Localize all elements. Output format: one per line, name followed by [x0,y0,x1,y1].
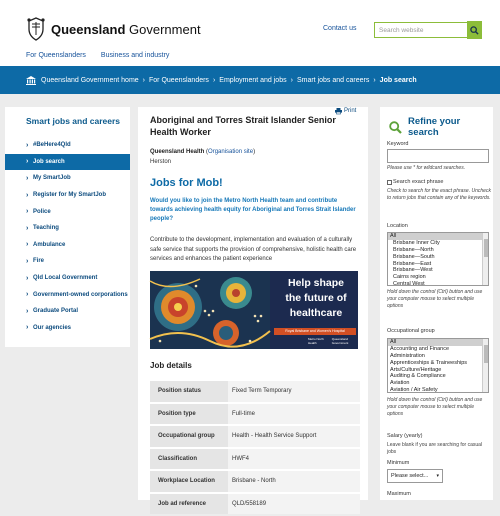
sidebar-item-behere4qld[interactable]: › #BeHere4Qld [26,141,71,149]
job-description: Contribute to the development, implementation and evaluation of a culturally safe service that supports the provision of comprehensive, holistic health care services and enhances the patient experience [150,237,357,263]
breadcrumb-employment-jobs[interactable]: Employment and jobs [219,76,287,84]
sidebar-item-my-smartjob[interactable]: › My SmartJob [26,174,71,182]
list-item[interactable]: Aviation [390,380,410,387]
detail-value: Full-time [228,404,360,425]
list-item[interactable]: Auditing & Compliance [390,373,446,380]
government-building-icon [26,76,36,85]
salary-label: Salary (yearly) [387,433,423,439]
sidebar-item-fire[interactable]: › Fire [26,257,45,265]
breadcrumb [0,66,500,94]
exact-phrase-checkbox[interactable] [387,180,392,185]
metro-north-logo: Metro North Health [308,337,324,345]
contact-us-link[interactable]: Contact us [323,25,357,32]
chevron-right-icon: › [26,191,29,199]
intro-question: Would you like to join the Metro North Health team and contribute towards achieving health equity for Aboriginal and Torres Strait Islander people? [150,198,356,222]
site-search-input[interactable]: Search website [374,22,468,38]
chevron-right-icon: › [26,158,29,166]
exact-phrase-note: Check to search for the exact phrase. Uncheck to return jobs that contain any of the keywords. [387,188,491,202]
nav-for-queenslanders[interactable]: For Queenslanders [26,52,86,59]
logo-text: Queensland Government [51,21,201,37]
detail-key: Classification [150,449,228,470]
sidebar-item-our-agencies[interactable]: › Our agencies [26,324,72,332]
banner-hospital-name: Royal Brisbane and Women's Hospital [274,328,356,335]
banner-line-1: Help shape [287,277,345,289]
print-button[interactable]: Print [335,108,356,114]
list-item[interactable]: Arts/Culture/Heritage [390,366,442,373]
detail-value: HWF4 [228,449,360,470]
banner-line-3: healthcare [289,307,343,319]
section-nav-title[interactable]: Smart jobs and careers [26,116,121,126]
sidebar-item-local-government[interactable]: › Qld Local Government [26,274,98,282]
chevron-right-icon: › [26,141,29,149]
occupational-group-note: Hold down the control (Ctrl) button and use your computer mouse to select multiple options [387,397,483,418]
detail-value: QLD/558189 [228,494,360,515]
list-item[interactable]: Central West [393,281,425,288]
search-button[interactable] [467,21,482,39]
breadcrumb-home[interactable]: Queensland Government home [41,76,139,84]
refine-search-heading: Refine your search [389,116,493,138]
employer: Queensland Health (Organisation site) [150,149,256,155]
employer-name: Queensland Health [150,149,205,155]
qld-crest-icon [26,17,46,41]
organisation-site-link[interactable]: Organisation site [208,149,254,155]
list-item[interactable]: Brisbane—East [393,260,432,267]
sidebar-item-goc[interactable]: › Government-owned corporations [26,291,128,299]
list-item[interactable]: Brisbane—South [393,253,435,260]
keyword-label: Keyword [387,141,409,147]
detail-value: Brisbane - North [228,471,360,492]
list-item[interactable]: Brisbane—West [393,267,433,274]
chevron-right-icon: › [26,324,29,332]
table-row [150,449,360,470]
location-label: Location [387,223,408,229]
table-row [150,426,360,447]
occupational-group-listbox[interactable] [387,338,489,393]
list-item[interactable]: All [388,233,488,240]
indigenous-artwork-image [150,271,270,349]
chevron-right-icon: › [26,224,29,232]
breadcrumb-for-queenslanders[interactable]: For Queenslanders [149,76,209,84]
table-row [150,494,360,515]
list-item[interactable]: All [388,339,488,346]
occupational-group-label: Occupational group [387,328,435,334]
refine-search-panel [380,107,493,500]
chevron-right-icon: › [26,257,29,265]
detail-key: Position type [150,404,228,425]
banner-logos [308,337,358,345]
keyword-note: Please use * for wildcard searches. [387,165,466,171]
chevron-right-icon: › [26,291,29,299]
list-item[interactable]: Aviation / Air Safety [390,387,438,394]
chevron-right-icon: › [26,307,29,315]
banner-line-2: the future of [285,292,347,304]
maximum-label: Maximum [387,491,411,497]
chevron-right-icon: › [26,274,29,282]
listbox-scrollbar[interactable] [482,339,488,392]
list-item[interactable]: Brisbane—North [393,246,434,253]
list-item[interactable]: Apprenticeships & Traineeships [390,359,468,366]
qld-gov-logo-small: Queensland Government [331,337,349,345]
table-row [150,471,360,492]
sidebar-item-register[interactable]: › Register for My SmartJob [26,191,107,199]
search-icon [389,121,402,134]
chevron-right-icon: › [373,76,376,84]
search-icon [470,26,479,35]
detail-value: Health - Health Service Support [228,426,360,447]
chevron-right-icon: › [26,174,29,182]
job-details-table [150,379,360,516]
sidebar-item-police[interactable]: › Police [26,208,51,216]
chevron-right-icon: › [26,208,29,216]
chevron-right-icon: › [26,241,29,249]
salary-note: Leave blank if you are searching for casual jobs [387,442,483,456]
detail-key: Workplace Location [150,471,228,492]
minimum-label: Minimum [387,460,410,466]
listbox-scrollbar[interactable] [482,233,488,285]
section-nav-list [5,137,130,336]
audience-nav [26,52,169,59]
chevron-right-icon: › [142,76,146,84]
job-location: Herston [150,159,172,165]
keyword-input[interactable] [387,149,489,163]
exact-phrase-option: Search exact phrase [387,179,443,185]
job-content [138,107,368,507]
jobs-heading: Jobs for Mob! [150,177,223,189]
location-listbox[interactable] [387,232,489,286]
detail-key: Position status [150,381,228,402]
breadcrumb-smart-jobs[interactable]: Smart jobs and careers [296,76,370,84]
sidebar-item-teaching[interactable]: › Teaching [26,224,59,232]
nav-business-industry[interactable]: Business and industry [100,52,170,59]
location-note: Hold down the control (Ctrl) button and use your computer mouse to select multiple options [387,289,483,310]
sidebar-item-graduate-portal[interactable]: › Graduate Portal [26,307,79,315]
qld-gov-logo[interactable] [26,17,201,41]
table-row [150,381,360,402]
printer-icon [335,108,342,114]
table-row [150,404,360,425]
sidebar-item-ambulance[interactable]: › Ambulance [26,241,66,249]
sidebar-item-job-search[interactable]: › Job search [5,154,130,171]
detail-key: Job ad reference [150,494,228,515]
minimum-salary-select[interactable]: Please select... ▾ [387,469,443,483]
section-nav [5,107,130,347]
breadcrumb-job-search: Job search [379,76,417,84]
list-item[interactable]: Brisbane Inner City [393,239,440,246]
list-item[interactable]: Administration [390,352,425,359]
chevron-right-icon: › [212,76,216,84]
job-details-heading: Job details [150,361,192,370]
detail-value: Fixed Term Temporary [228,381,360,402]
job-title: Aboriginal and Torres Strait Islander Senior Health Worker [150,115,336,137]
detail-key: Occupational group [150,426,228,447]
list-item[interactable]: Cairns region [393,274,426,281]
recruitment-banner [150,271,358,349]
chevron-right-icon: › [290,76,293,84]
chevron-down-icon: ▾ [436,473,439,479]
site-header [0,0,500,66]
list-item[interactable]: Accounting and Finance [390,345,450,352]
